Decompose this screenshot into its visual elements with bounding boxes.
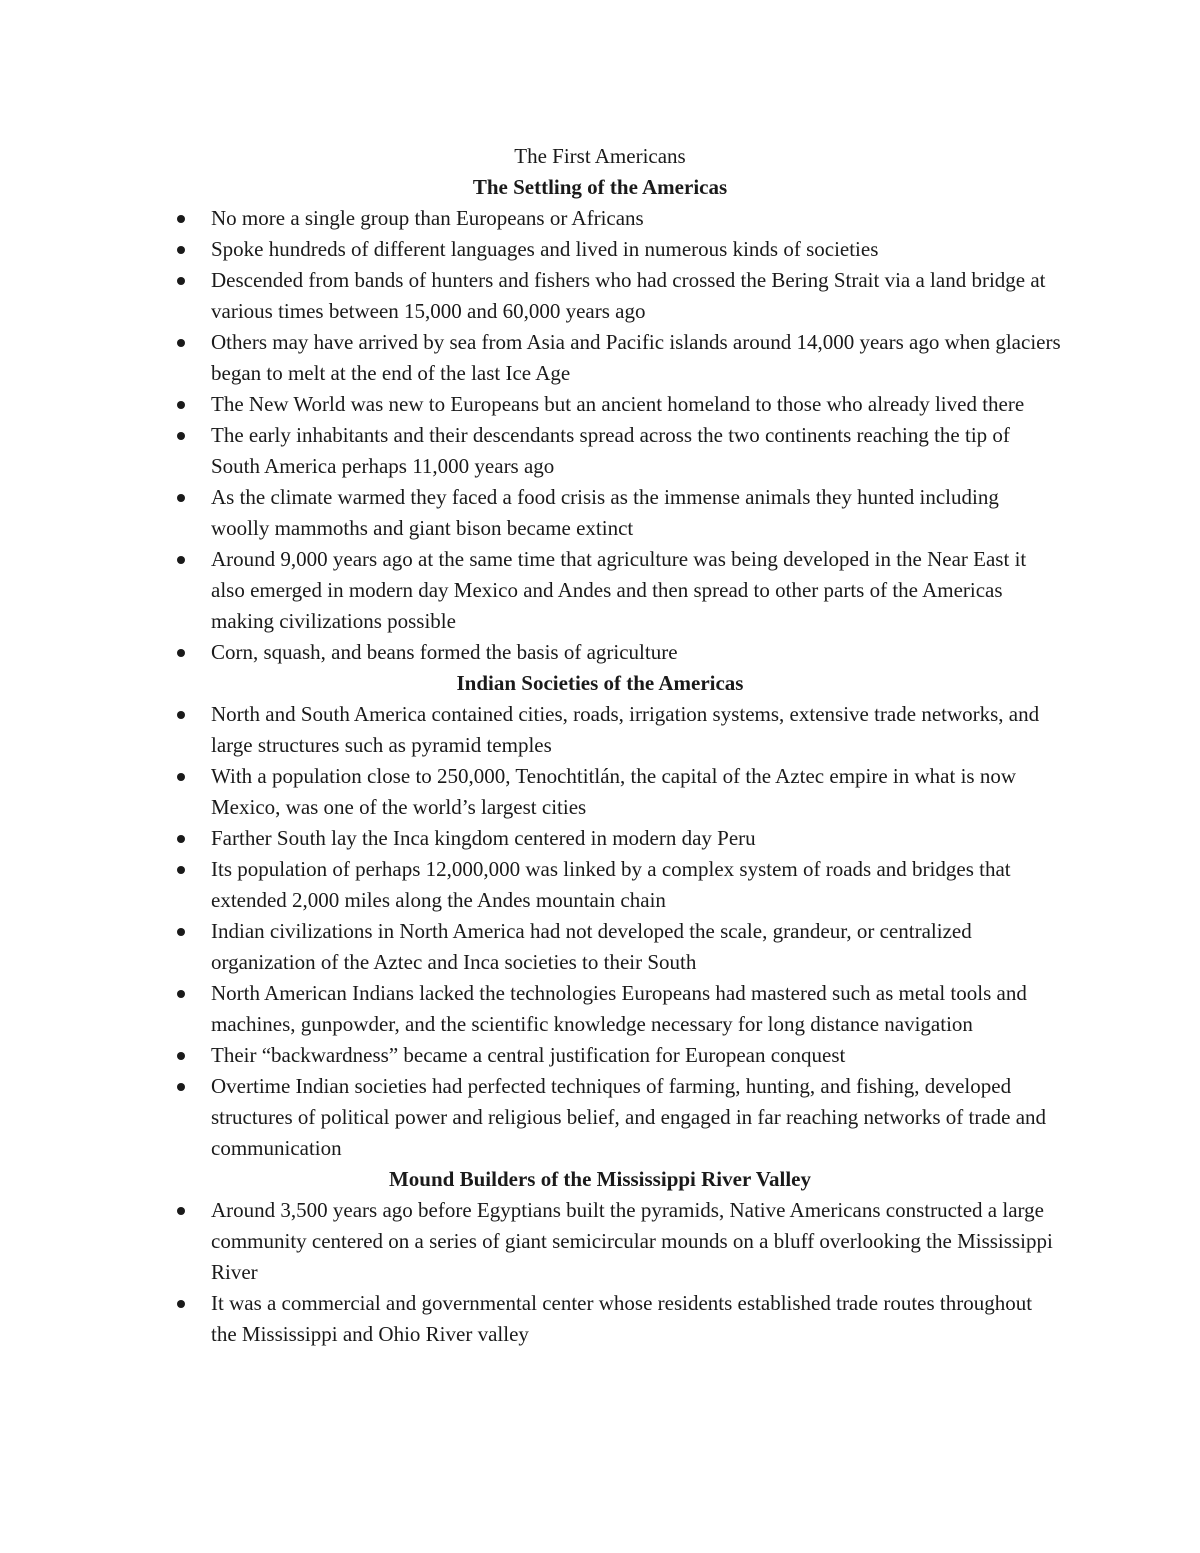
list-item <box>0 389 1200 420</box>
bullet-icon <box>177 928 185 936</box>
list-item-text: Descended from bands of hunters and fishers who had crossed the Bering Strait via a land bridge at various times between 15,000 and 60,000 years ago <box>211 268 1046 323</box>
list-item-text: Farther South lay the Inca kingdom centered in modern day Peru <box>211 826 756 850</box>
section-heading: The Settling of the Americas <box>472 175 728 199</box>
bullet-icon <box>177 835 185 843</box>
bullet-icon <box>177 1052 185 1060</box>
bullet-icon <box>177 649 185 657</box>
list-item-text: Its population of perhaps 12,000,000 was linked by a complex system of roads and bridges that extended 2,000 miles along the Andes mountain chain <box>211 857 1011 912</box>
list-item-text: North American Indians lacked the technologies Europeans had mastered such as metal tools and machines, gunpowder, and the scientific knowledge necessary for long distance navigation <box>211 981 1027 1036</box>
list-item-text: Corn, squash, and beans formed the basis of agriculture <box>211 640 678 664</box>
list-item-text: Overtime Indian societies had perfected techniques of farming, hunting, and fishing, developed structures of political power and religious belief, and engaged in far reaching networks of trade and communication <box>211 1074 1047 1160</box>
list-item-text: With a population close to 250,000, Tenochtitlán, the capital of the Aztec empire in what is now Mexico, was one of the world’s largest cities <box>211 764 1017 819</box>
bullet-list <box>0 203 1200 668</box>
list-item-text: Around 3,500 years ago before Egyptians built the pyramids, Native Americans constructed a large community centered on a series of giant semicircular mounds on a bluff overlooking the Mississippi River <box>211 1198 1053 1284</box>
bullet-icon <box>177 990 185 998</box>
bullet-list <box>0 699 1200 1164</box>
bullet-icon <box>177 556 185 564</box>
bullet-icon <box>177 1300 185 1308</box>
list-item <box>0 637 1200 668</box>
list-item <box>0 544 1200 637</box>
document-page <box>0 141 1200 1350</box>
list-item-text: Spoke hundreds of different languages and lived in numerous kinds of societies <box>211 237 879 261</box>
list-item-text: Indian civilizations in North America had not developed the scale, grandeur, or centralized organization of the Aztec and Inca societies to their South <box>211 919 972 974</box>
list-item <box>0 420 1200 482</box>
list-item-text: Around 9,000 years ago at the same time that agriculture was being developed in the Near East it also emerged in modern day Mexico and Andes and then spread to other parts of the Americas making civilizations possible <box>211 547 1027 633</box>
list-item <box>0 203 1200 234</box>
list-item <box>0 234 1200 265</box>
list-item-text: Their “backwardness” became a central justification for European conquest <box>211 1043 846 1067</box>
list-item-text: North and South America contained cities, roads, irrigation systems, extensive trade networks, and large structures such as pyramid temples <box>211 702 1040 757</box>
list-item <box>0 1040 1200 1071</box>
bullet-icon <box>177 277 185 285</box>
bullet-icon <box>177 773 185 781</box>
bullet-icon <box>177 432 185 440</box>
section-heading: Indian Societies of the Americas <box>456 671 744 695</box>
bullet-list <box>0 1195 1200 1350</box>
list-item <box>0 823 1200 854</box>
list-item <box>0 854 1200 916</box>
list-item <box>0 978 1200 1040</box>
list-item <box>0 327 1200 389</box>
bullet-icon <box>177 339 185 347</box>
list-item <box>0 916 1200 978</box>
list-item-text: No more a single group than Europeans or Africans <box>211 206 644 230</box>
list-item-text: The New World was new to Europeans but an ancient homeland to those who already lived there <box>211 392 1025 416</box>
bullet-icon <box>177 494 185 502</box>
list-item-text: As the climate warmed they faced a food crisis as the immense animals they hunted including woolly mammoths and giant bison became extinct <box>211 485 999 540</box>
bullet-icon <box>177 866 185 874</box>
list-item <box>0 1071 1200 1164</box>
list-item-text: Others may have arrived by sea from Asia and Pacific islands around 14,000 years ago when glaciers began to melt at the end of the last Ice Age <box>211 330 1061 385</box>
list-item <box>0 1288 1200 1350</box>
bullet-icon <box>177 401 185 409</box>
list-item <box>0 1195 1200 1288</box>
bullet-icon <box>177 215 185 223</box>
bullet-icon <box>177 1083 185 1091</box>
list-item <box>0 482 1200 544</box>
list-item <box>0 699 1200 761</box>
document-title: The First Americans <box>514 144 686 168</box>
list-item-text: It was a commercial and governmental center whose residents established trade routes throughout the Mississippi and Ohio River valley <box>211 1291 1033 1346</box>
list-item-text: The early inhabitants and their descendants spread across the two continents reaching the tip of South America perhaps 11,000 years ago <box>211 423 1010 478</box>
list-item <box>0 265 1200 327</box>
document-body <box>0 172 1200 1350</box>
bullet-icon <box>177 1207 185 1215</box>
bullet-icon <box>177 246 185 254</box>
list-item <box>0 761 1200 823</box>
bullet-icon <box>177 711 185 719</box>
section-heading: Mound Builders of the Mississippi River Valley <box>388 1167 811 1191</box>
